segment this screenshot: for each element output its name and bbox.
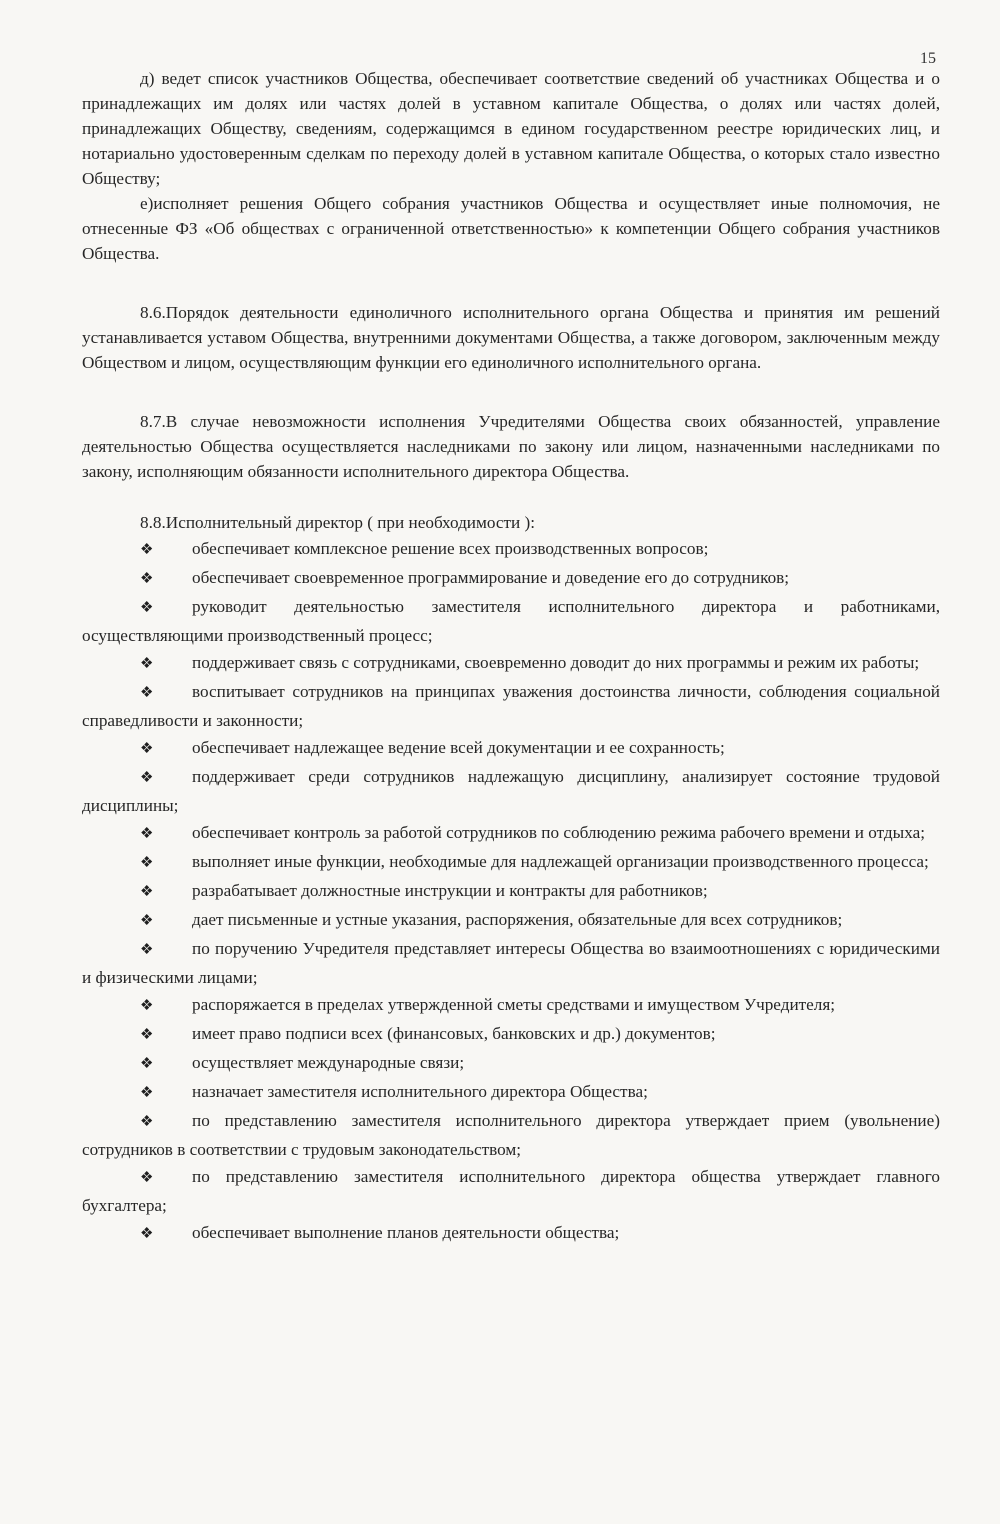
duty-text: поддерживает связь с сотрудниками, своевременно доводит до них программы и режим их работы; <box>192 653 920 672</box>
bullet-diamond-icon: ❖ <box>140 542 154 558</box>
duty-text: обеспечивает надлежащее ведение всей документации и ее сохранность; <box>192 738 725 757</box>
duty-text: обеспечивает выполнение планов деятельности общества; <box>192 1223 620 1242</box>
duty-item <box>82 535 940 564</box>
duty-text: осуществляет международные связи; <box>192 1053 465 1072</box>
duty-text: по представлению заместителя исполнительного директора общества утверждает главного бухгалтера; <box>82 1167 940 1215</box>
document-body <box>82 66 940 1248</box>
duty-text: обеспечивает комплексное решение всех производственных вопросов; <box>192 539 709 558</box>
duty-text: дает письменные и устные указания, распоряжения, обязательные для всех сотрудников; <box>192 910 843 929</box>
section-8-8-heading: 8.8.Исполнительный директор ( при необходимости ): <box>140 513 536 532</box>
bullet-diamond-icon: ❖ <box>140 656 154 672</box>
bullet-diamond-icon: ❖ <box>140 1085 154 1101</box>
paragraph-d: д) ведет список участников Общества, обеспечивает соответствие сведений об участниках Общества и о принадлежащих им долях или частях долей в уставном капитале Общества, о долях или частях долей, принадлежащих Обществу, сведениям, содержащимся в едином государственном реестре юридических лиц, и нотариально удостоверенным сделкам по переходу долей в уставном капитале Общества, о которых стало известно Обществу; <box>82 69 940 188</box>
duty-text: имеет право подписи всех (финансовых, банковских и др.) документов; <box>192 1024 716 1043</box>
duty-text: по представлению заместителя исполнительного директора утверждает прием (увольнение) сотрудников в соответствии с трудовым законодательством; <box>82 1111 940 1159</box>
duty-item <box>82 819 940 848</box>
duty-item <box>82 906 940 935</box>
duty-item <box>82 1020 940 1049</box>
bullet-diamond-icon: ❖ <box>140 1027 154 1043</box>
duty-item <box>82 763 940 819</box>
duty-item <box>82 848 940 877</box>
paragraph-e: е)исполняет решения Общего собрания участников Общества и осуществляет иные полномочия, не отнесенные ФЗ «Об обществах с ограниченной ответственностью» к компетенции Общего собрания участников Общества. <box>82 194 940 263</box>
duty-text: назначает заместителя исполнительного директора Общества; <box>192 1082 648 1101</box>
duty-item <box>82 564 940 593</box>
duties-list <box>82 535 940 1248</box>
duty-item <box>82 1219 940 1248</box>
bullet-diamond-icon: ❖ <box>140 1114 154 1130</box>
bullet-diamond-icon: ❖ <box>140 998 154 1014</box>
page-number: 15 <box>920 50 936 67</box>
bullet-diamond-icon: ❖ <box>140 855 154 871</box>
duty-text: обеспечивает своевременное программирование и доведение его до сотрудников; <box>192 568 790 587</box>
bullet-diamond-icon: ❖ <box>140 1226 154 1242</box>
bullet-diamond-icon: ❖ <box>140 1056 154 1072</box>
section-8-6: 8.6.Порядок деятельности единоличного исполнительного органа Общества и принятия им решений устанавливается уставом Общества, внутренними документами Общества, а также договором, заключенным между Обществом и лицом, осуществляющим функции его единоличного исполнительного органа. <box>82 303 940 372</box>
duty-text: по поручению Учредителя представляет интересы Общества во взаимоотношениях с юридическими и физическими лицами; <box>82 939 940 987</box>
duty-item <box>82 991 940 1020</box>
duty-item <box>82 649 940 678</box>
bullet-diamond-icon: ❖ <box>140 884 154 900</box>
bullet-diamond-icon: ❖ <box>140 685 154 701</box>
duty-text: поддерживает среди сотрудников надлежащую дисциплину, анализирует состояние трудовой дисциплины; <box>82 767 940 815</box>
duty-text: воспитывает сотрудников на принципах уважения достоинства личности, соблюдения социальной справедливости и законности; <box>82 682 940 730</box>
duty-item <box>82 1163 940 1219</box>
duty-item <box>82 734 940 763</box>
duty-item <box>82 877 940 906</box>
duty-item <box>82 593 940 649</box>
duty-text: руководит деятельностью заместителя исполнительного директора и работниками, осуществляющими производственный процесс; <box>82 597 940 645</box>
duty-item <box>82 935 940 991</box>
duty-text: выполняет иные функции, необходимые для надлежащей организации производственного процесса; <box>192 852 929 871</box>
bullet-diamond-icon: ❖ <box>140 770 154 786</box>
duty-text: разрабатывает должностные инструкции и контракты для работников; <box>192 881 708 900</box>
bullet-diamond-icon: ❖ <box>140 826 154 842</box>
duty-item <box>82 1107 940 1163</box>
bullet-diamond-icon: ❖ <box>140 942 154 958</box>
bullet-diamond-icon: ❖ <box>140 600 154 616</box>
section-8-7: 8.7.В случае невозможности исполнения Учредителями Общества своих обязанностей, управление деятельностью Общества осуществляется наследниками по закону или лицом, назначенными наследниками по закону, исполняющим обязанности исполнительного директора Общества. <box>82 412 940 481</box>
duty-item <box>82 678 940 734</box>
bullet-diamond-icon: ❖ <box>140 1170 154 1186</box>
bullet-diamond-icon: ❖ <box>140 571 154 587</box>
bullet-diamond-icon: ❖ <box>140 913 154 929</box>
duty-item <box>82 1078 940 1107</box>
duty-text: распоряжается в пределах утвержденной сметы средствами и имуществом Учредителя; <box>192 995 836 1014</box>
bullet-diamond-icon: ❖ <box>140 741 154 757</box>
duty-item <box>82 1049 940 1078</box>
duty-text: обеспечивает контроль за работой сотрудников по соблюдению режима рабочего времени и отдыха; <box>192 823 925 842</box>
